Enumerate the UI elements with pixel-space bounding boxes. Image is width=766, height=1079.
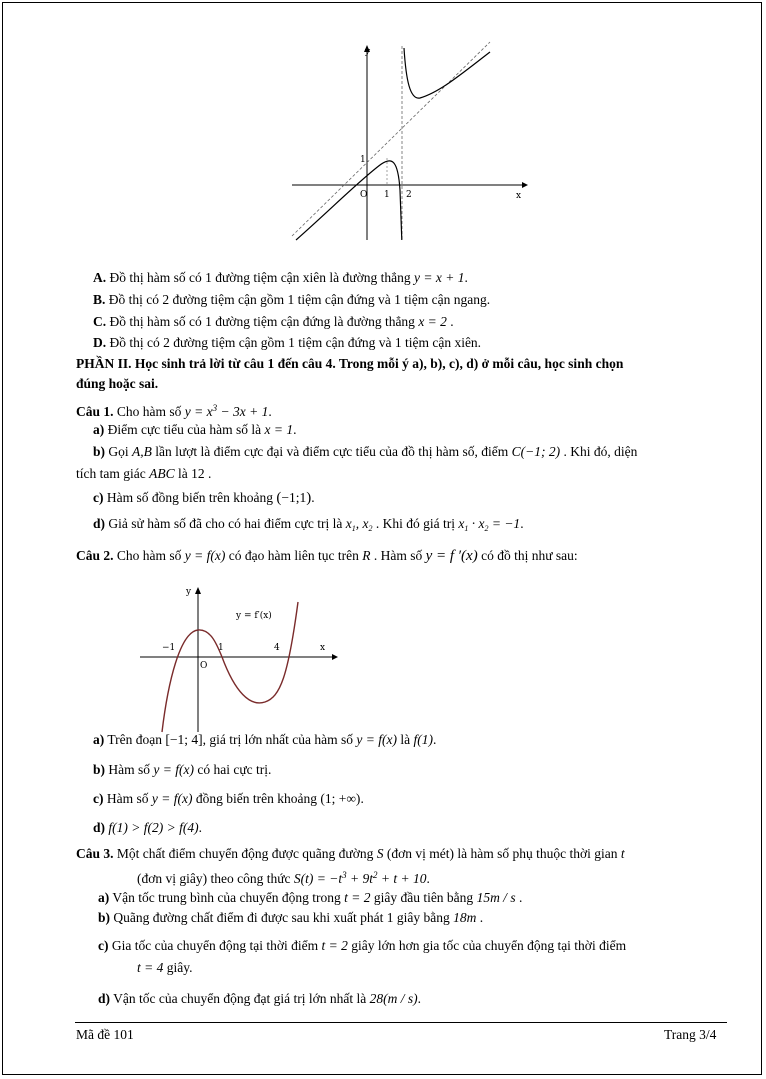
q2-b: b) Hàm số y = f(x) có hai cực trị. — [93, 762, 272, 777]
q3-intro: Câu 3. Một chất điểm chuyển động được quãng đường S (đơn vị mét) là hàm số phụ thuộc thời gian t — [76, 846, 625, 861]
graph-1-oblique-asymptote — [290, 40, 530, 245]
q1-c: c) Hàm số đồng biến trên khoảng (−1;1). — [93, 490, 315, 506]
graph-1-tick-2: 2 — [406, 190, 412, 200]
q1-intro: Câu 1. Cho hàm số $y = x^3 - 3x + 1$. — [76, 403, 272, 419]
q2-c: c) Hàm số y = f(x) đồng biến trên khoảng (1; +∞). — [93, 791, 364, 806]
graph-2-y-label: y — [186, 587, 192, 597]
graph-2-derivative — [140, 582, 340, 734]
q3-a: a) Vận tốc trung bình của chuyển động trong t = 2 giây đầu tiên bằng 15m / s . — [98, 890, 523, 905]
q2-d: d) f(1) > f(2) > f(4). — [93, 820, 202, 835]
q3-c-line2: t = 4 giây. — [137, 960, 193, 975]
graph-2-x-label: x — [320, 643, 326, 653]
footer-page-number: Trang 3/4 — [664, 1027, 717, 1042]
footer-rule — [75, 1022, 727, 1023]
graph-2-tick-4: 4 — [274, 643, 280, 653]
footer-exam-code: Mã đề 101 — [76, 1027, 134, 1042]
option-c: C. Đồ thị hàm số có 1 đường tiệm cận đứng là đường thẳng x = 2 . — [93, 314, 454, 329]
q1-d: d) Giả sử hàm số đã cho có hai điểm cực trị là $x_1$, $x_2$ . Khi đó giá trị $x_1 \cdot x_2 = -1$. — [93, 516, 524, 533]
graph-2-tick-1: 1 — [218, 643, 224, 653]
graph-1-x-label: x — [516, 191, 522, 201]
q3-c: c) Gia tốc của chuyển động tại thời điểm t = 2 giây lớn hơn gia tốc của chuyển động tại thời điểm — [98, 938, 627, 953]
q1-b: b) Gọi A,B lần lượt là điểm cực đại và điểm cực tiểu của đồ thị hàm số, điểm C(−1; 2) . Khi đó, diện — [93, 444, 638, 459]
q3-d: d) Vận tốc của chuyển động đạt giá trị lớn nhất là 28(m / s). — [98, 991, 421, 1006]
graph-1-y-label: y — [365, 47, 371, 57]
option-d: D. Đồ thị có 2 đường tiệm cận gồm 1 tiệm cận đứng và 1 tiệm cận xiên. — [93, 335, 482, 350]
part2-heading-line2: đúng hoặc sai. — [76, 376, 159, 391]
q3-b: b) Quãng đường chất điểm đi được sau khi xuất phát 1 giây bằng 18m . — [98, 910, 484, 925]
option-a: A. Đồ thị hàm số có 1 đường tiệm cận xiên là đường thẳng y = x + 1. — [93, 270, 468, 285]
option-b: B. Đồ thị có 2 đường tiệm cận gồm 1 tiệm cận đứng và 1 tiệm cận ngang. — [93, 292, 491, 307]
q1-b-line2: tích tam giác ABC là 12 . — [76, 466, 212, 481]
q3-formula: (đơn vị giây) theo công thức $S(t) = -t^3 + 9t^2 + t + 10$. — [137, 870, 430, 886]
graph-1-tick-1: 1 — [384, 190, 390, 200]
part2-heading-line1: PHẦN II. Học sinh trả lời từ câu 1 đến câu 4. Trong mỗi ý a), b), c), d) ở mỗi câu, học sinh chọn — [76, 356, 624, 371]
graph-1-tick-y1: 1 — [360, 155, 366, 165]
graph-2-origin: O — [200, 661, 208, 671]
q1-a: a) Điểm cực tiểu của hàm số là x = 1. — [93, 422, 297, 437]
q2-intro: Câu 2. Cho hàm số y = f(x) có đạo hàm liên tục trên R . Hàm số y = f ′(x) có đồ thị như sau: — [76, 548, 578, 564]
graph-2-tick-minus1: −1 — [162, 643, 176, 653]
graph-2-curve-label: y = f′(x) — [236, 611, 272, 621]
q2-a: a) Trên đoạn [−1; 4], giá trị lớn nhất của hàm số y = f(x) là f(1). — [93, 732, 437, 747]
graph-1-origin: O — [360, 190, 368, 200]
